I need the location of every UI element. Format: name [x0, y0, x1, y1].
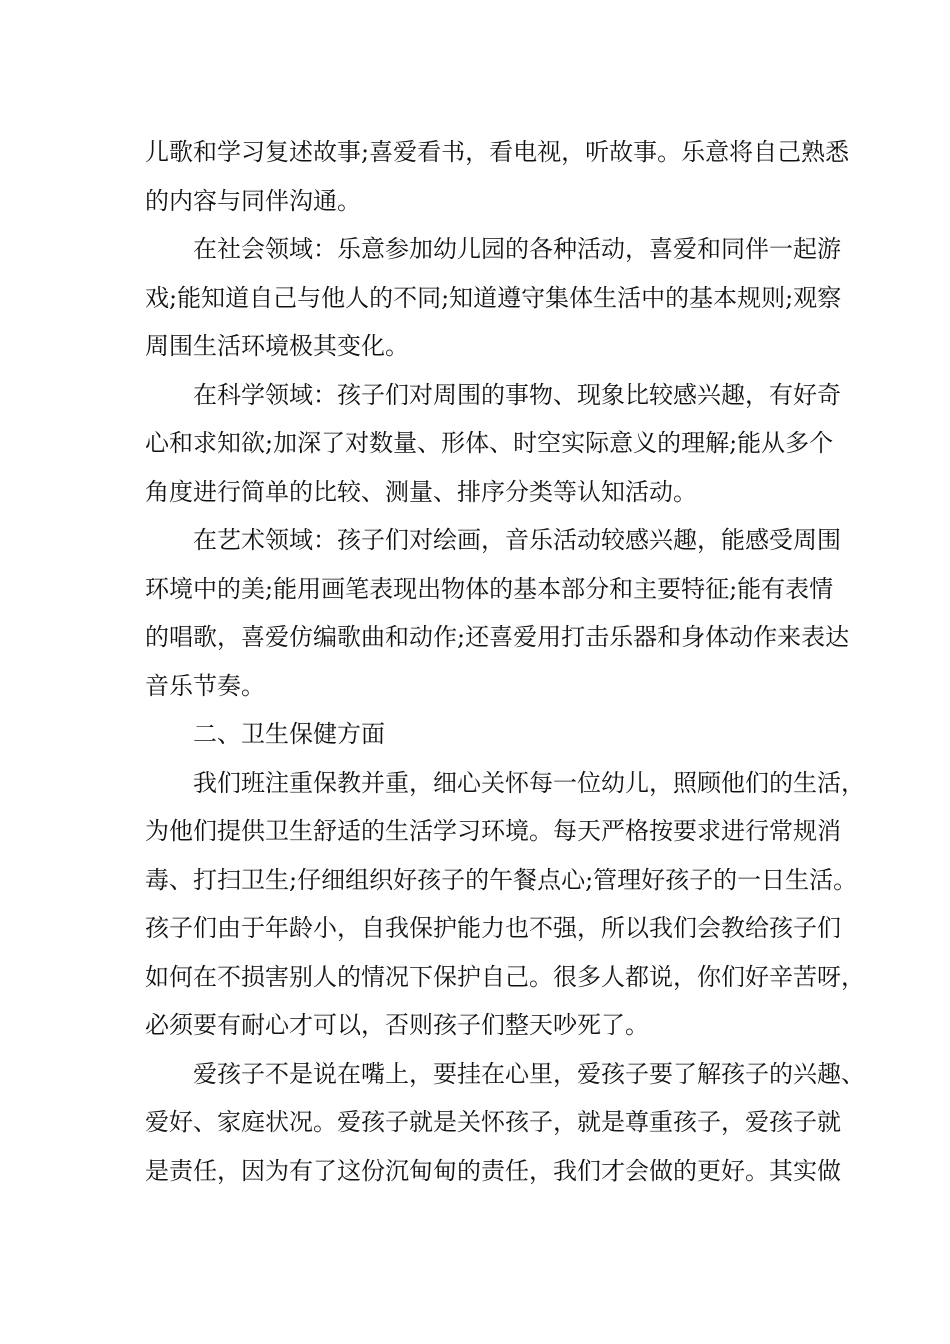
text-line: 音乐节奏。 [145, 671, 265, 700]
text-line: 必须要有耐心才可以，否则孩子们整天吵死了。 [145, 1011, 649, 1039]
paragraph [145, 225, 842, 371]
text-line: 爱好、家庭状况。爱孩子就是关怀孩子，就是尊重孩子，爱孩子就 [145, 1108, 841, 1136]
text-line: 周围生活环境极其变化。 [145, 332, 409, 360]
text-line: 爱孩子不是说在嘴上，要挂在心里，爱孩子要了解孩子的兴趣、 [193, 1059, 865, 1088]
text-line: 戏;能知道自己与他人的不同;知道遵守集体生活中的基本规则;观察 [145, 283, 842, 312]
paragraph [145, 516, 850, 710]
section-heading-text: 二、卫生保健方面 [193, 720, 385, 748]
section-heading [145, 710, 815, 759]
paragraph [145, 759, 865, 1050]
text-line: 是责任，因为有了这份沉甸甸的责任，我们才会做的更好。其实做 [145, 1156, 841, 1185]
text-line: 为他们提供卫生舒适的生活学习环境。每天严格按要求进行常规消 [145, 817, 841, 845]
text-line: 我们班注重保教并重，细心关怀每一位幼儿，照顾他们的生活， [193, 768, 865, 797]
text-line: 在艺术领域：孩子们对绘画，音乐活动较感兴趣，能感受周围 [193, 526, 841, 554]
text-line: 角度进行简单的比较、测量、排序分类等认知活动。 [145, 477, 697, 506]
text-line: 的内容与同伴沟通。 [145, 186, 361, 215]
text-line: 孩子们由于年龄小，自我保护能力也不强，所以我们会教给孩子们 [145, 914, 841, 942]
document-body [145, 128, 865, 1195]
text-line: 环境中的美;能用画笔表现出物体的基本部分和主要特征;能有表情 [145, 574, 834, 603]
paragraph [145, 128, 850, 225]
text-line: 在科学领域：孩子们对周围的事物、现象比较感兴趣，有好奇 [193, 380, 841, 409]
text-line: 的唱歌，喜爱仿编歌曲和动作;还喜爱用打击乐器和身体动作来表达 [145, 623, 850, 651]
paragraph [145, 371, 841, 517]
paragraph [145, 1050, 865, 1196]
text-line: 心和求知欲;加深了对数量、形体、时空实际意义的理解;能从多个 [145, 429, 834, 457]
text-line: 在社会领域：乐意参加幼儿园的各种活动，喜爱和同伴一起游 [193, 235, 841, 263]
text-line: 儿歌和学习复述故事;喜爱看书，看电视，听故事。乐意将自己熟悉 [145, 138, 850, 166]
text-line: 如何在不损害别人的情况下保护自己。很多人都说，你们好辛苦呀， [145, 962, 865, 991]
text-line: 毒、打扫卫生;仔细组织好孩子的午餐点心;管理好孩子的一日生活。 [145, 865, 858, 894]
